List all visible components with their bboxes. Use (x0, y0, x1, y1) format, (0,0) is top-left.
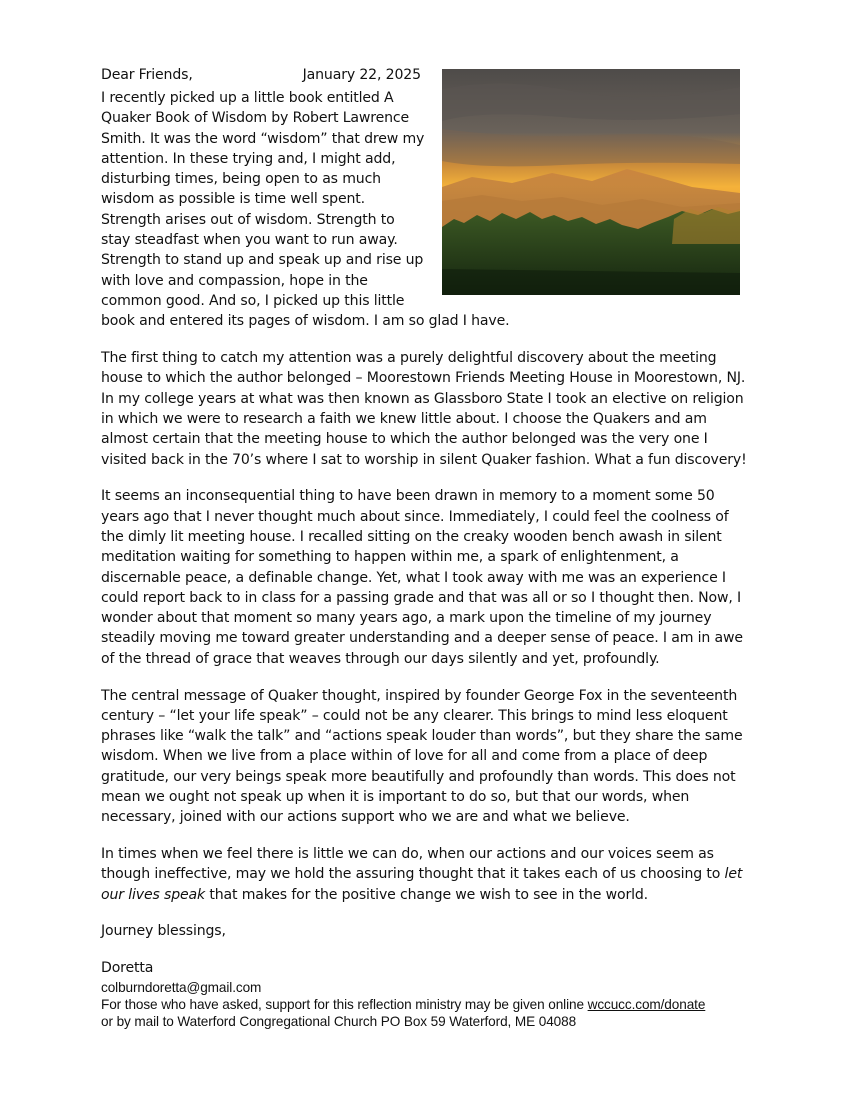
donate-link[interactable]: wccucc.com/donate (587, 996, 706, 1012)
paragraph-3: It seems an inconsequential thing to have been drawn in memory to a moment some 50 years ago that I never thought much about since. Immediately, I could feel the coolness of the dimly lit meeting house. I recalled sitting on the creaky wooden bench awash in silent meditation waiting for something to happen within me, a spark of enlightenment, a discernable peace, a definable change. Yet, what I took away with me was an experience I could report back to in class for a passing grade and that was all or so I thought then. Now, I wonder about that moment so many years ago, a mark upon the timeline of my journey steadily moving me toward greater understanding and a deeper sense of peace. I am in awe of the thread of grace that weaves through our days silently and yet, profoundly. (101, 488, 743, 667)
support-text: For those who have asked, support for this reflection ministry may be given online (101, 996, 588, 1012)
paragraph-5-before: In times when we feel there is little we can do, when our actions and our voices seem as though ineffective, may we hold the assuring thought that it takes each of us choosing to (101, 846, 725, 883)
email-address: colburndoretta@gmail.com (101, 979, 262, 995)
paragraph-5-after: that makes for the positive change we wish to see in the world. (205, 886, 648, 903)
support-line (101, 996, 753, 1013)
contact-block (101, 979, 753, 1030)
salutation: Dear Friends, (101, 67, 193, 83)
letter-body (101, 62, 753, 1030)
paragraph-5 (101, 844, 753, 905)
signature: Doretta (101, 960, 154, 977)
mail-line: or by mail to Waterford Congregational Church PO Box 59 Waterford, ME 04088 (101, 1013, 577, 1029)
paragraph-1: I recently picked up a little book entitled A Quaker Book of Wisdom by Robert Lawrence Smith. It was the word “wisdom” that drew my attention. In these trying and, I might add, disturbing times, being open to as much wisdom as possible is time well spent. Strength arises out of wisdom. Strength to stay steadfast when you want to run away. Strength to stand up and speak up and rise up with love and compassion, hope in the common good. And so, I picked up this little book and entered its pages of wisdom. I am so glad I have. (101, 90, 510, 330)
paragraph-5-emphasis: let our lives speak (101, 866, 743, 903)
sunset-mountain-photo (442, 69, 740, 295)
closing: Journey blessings, (101, 923, 226, 940)
paragraph-4: The central message of Quaker thought, inspired by founder George Fox in the seventeenth century – “let your life speak” – could not be any clearer. This brings to mind less eloquent phrases like “walk the talk” and “actions speak louder than words”, but they share the same wisdom. When we live from a place within of love for all and come from a place of deep gratitude, our very beings speak more beautifully and profoundly than words. This does not mean we ought not speak up when it is important to do so, but that our words, when necessary, joined with our actions support who we are and what we believe. (101, 687, 743, 826)
paragraph-2: The first thing to catch my attention was a purely delightful discovery about the meeting house to which the author belonged – Moorestown Friends Meeting House in Moorestown, NJ. In my college years at what was then known as Glassboro State I took an elective on religion in which we were to research a faith we knew little about. I choose the Quakers and am almost certain that the meeting house to which the author belonged was the very one I visited back in the 70’s where I sat to worship in silent Quaker fashion. What a fun discovery! (101, 350, 747, 468)
letter-date: January 22, 2025 (302, 67, 421, 83)
